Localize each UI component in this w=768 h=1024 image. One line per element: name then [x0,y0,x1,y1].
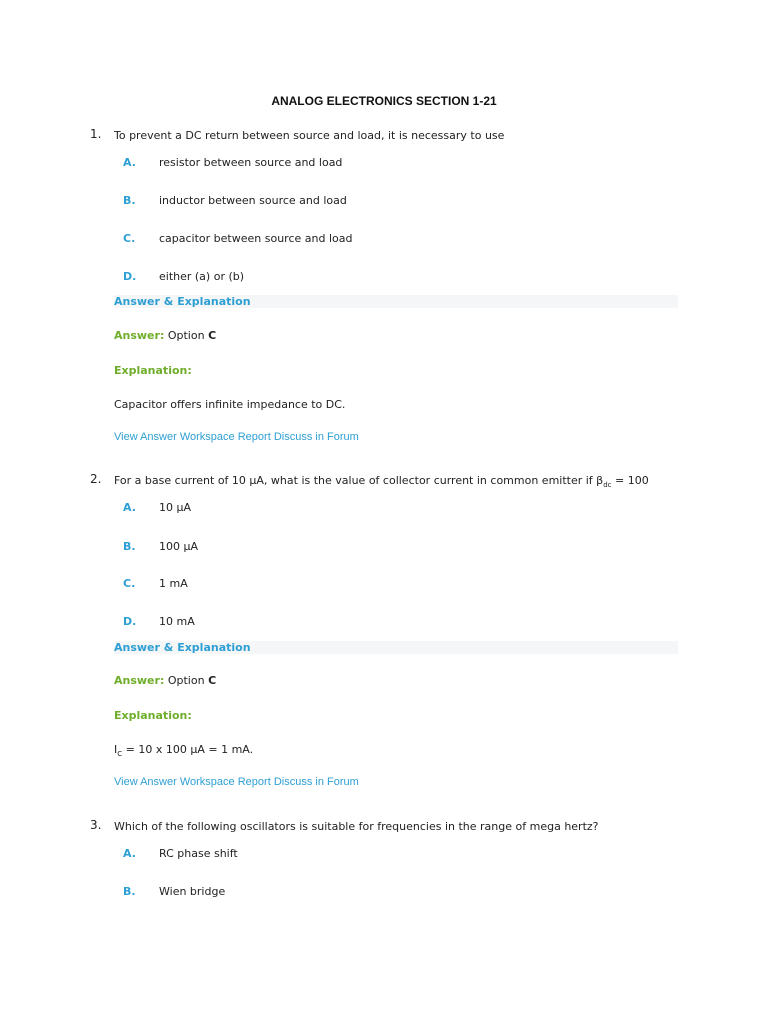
answer-prefix: Option [167,674,205,687]
explanation-text: $I_C = 10$ x 100 µA = 1 mA. [114,743,254,759]
option-letter: A. [123,847,136,860]
option-text: resistor between source and load [159,156,343,169]
answer-value: C [208,674,217,687]
option-letter: A. [123,156,136,169]
option-text: either (a) or (b) [159,270,245,283]
option-b[interactable] [0,194,768,210]
option-c[interactable] [0,577,768,593]
discuss-link[interactable]: Discuss in Forum [273,776,359,788]
answer-line [114,329,216,342]
workspace-link[interactable]: Workspace [179,776,235,788]
option-text: 1 mA [159,577,188,590]
option-letter: A. [123,501,136,514]
view-answer-link[interactable]: View Answer [114,776,177,788]
explanation-label: Explanation: [114,364,192,377]
answer-label: Answer: [114,329,165,342]
option-text: 100 µA [159,540,199,553]
answer-explanation-toggle[interactable] [114,295,678,308]
answer-value: C [208,329,217,342]
option-text: Wien bridge [159,885,226,898]
question-number: 1. [90,127,102,141]
option-a[interactable] [0,847,768,863]
explanation-heading [114,709,192,722]
explanation-text: Capacitor offers infinite impedance to DC. [114,398,346,411]
report-link[interactable]: Report [237,431,271,443]
option-text: 10 mA [159,615,195,628]
question-links [114,431,359,443]
option-letter: B. [123,885,136,898]
option-letter: D. [123,615,137,628]
answer-explanation-label: Answer & Explanation [114,295,251,308]
discuss-link[interactable]: Discuss in Forum [273,431,359,443]
option-text: RC phase shift [159,847,238,860]
answer-line [114,674,216,687]
explanation-heading [114,364,192,377]
explanation-label: Explanation: [114,709,192,722]
question-number: 2. [90,472,102,486]
option-d[interactable] [0,615,768,631]
answer-label: Answer: [114,674,165,687]
option-letter: B. [123,540,136,553]
option-b[interactable] [0,885,768,901]
option-letter: D. [123,270,137,283]
option-c[interactable] [0,232,768,248]
question-number: 3. [90,818,102,832]
option-letter: C. [123,577,136,590]
option-letter: C. [123,232,136,245]
option-letter: B. [123,194,136,207]
answer-prefix: Option [167,329,205,342]
option-a[interactable] [0,501,768,517]
option-d[interactable] [0,270,768,286]
workspace-link[interactable]: Workspace [179,431,235,443]
question-links [114,776,359,788]
option-a[interactable] [0,156,768,172]
question-text: For a base current of 10 µA, what is the value of collector current in common emitter if $\beta_{dc} = 100$ [114,474,649,490]
report-link[interactable]: Report [237,776,271,788]
answer-explanation-label: Answer & Explanation [114,641,251,654]
option-text: 10 µA [159,501,192,514]
question-text: To prevent a DC return between source and load, it is necessary to use [114,129,505,142]
option-text: capacitor between source and load [159,232,353,245]
question-text: Which of the following oscillators is suitable for frequencies in the range of mega hertz? [114,820,599,833]
answer-explanation-toggle[interactable] [114,641,678,654]
view-answer-link[interactable]: View Answer [114,431,177,443]
option-b[interactable] [0,540,768,556]
page-title: ANALOG ELECTRONICS SECTION 1-21 [271,94,497,108]
option-text: inductor between source and load [159,194,347,207]
